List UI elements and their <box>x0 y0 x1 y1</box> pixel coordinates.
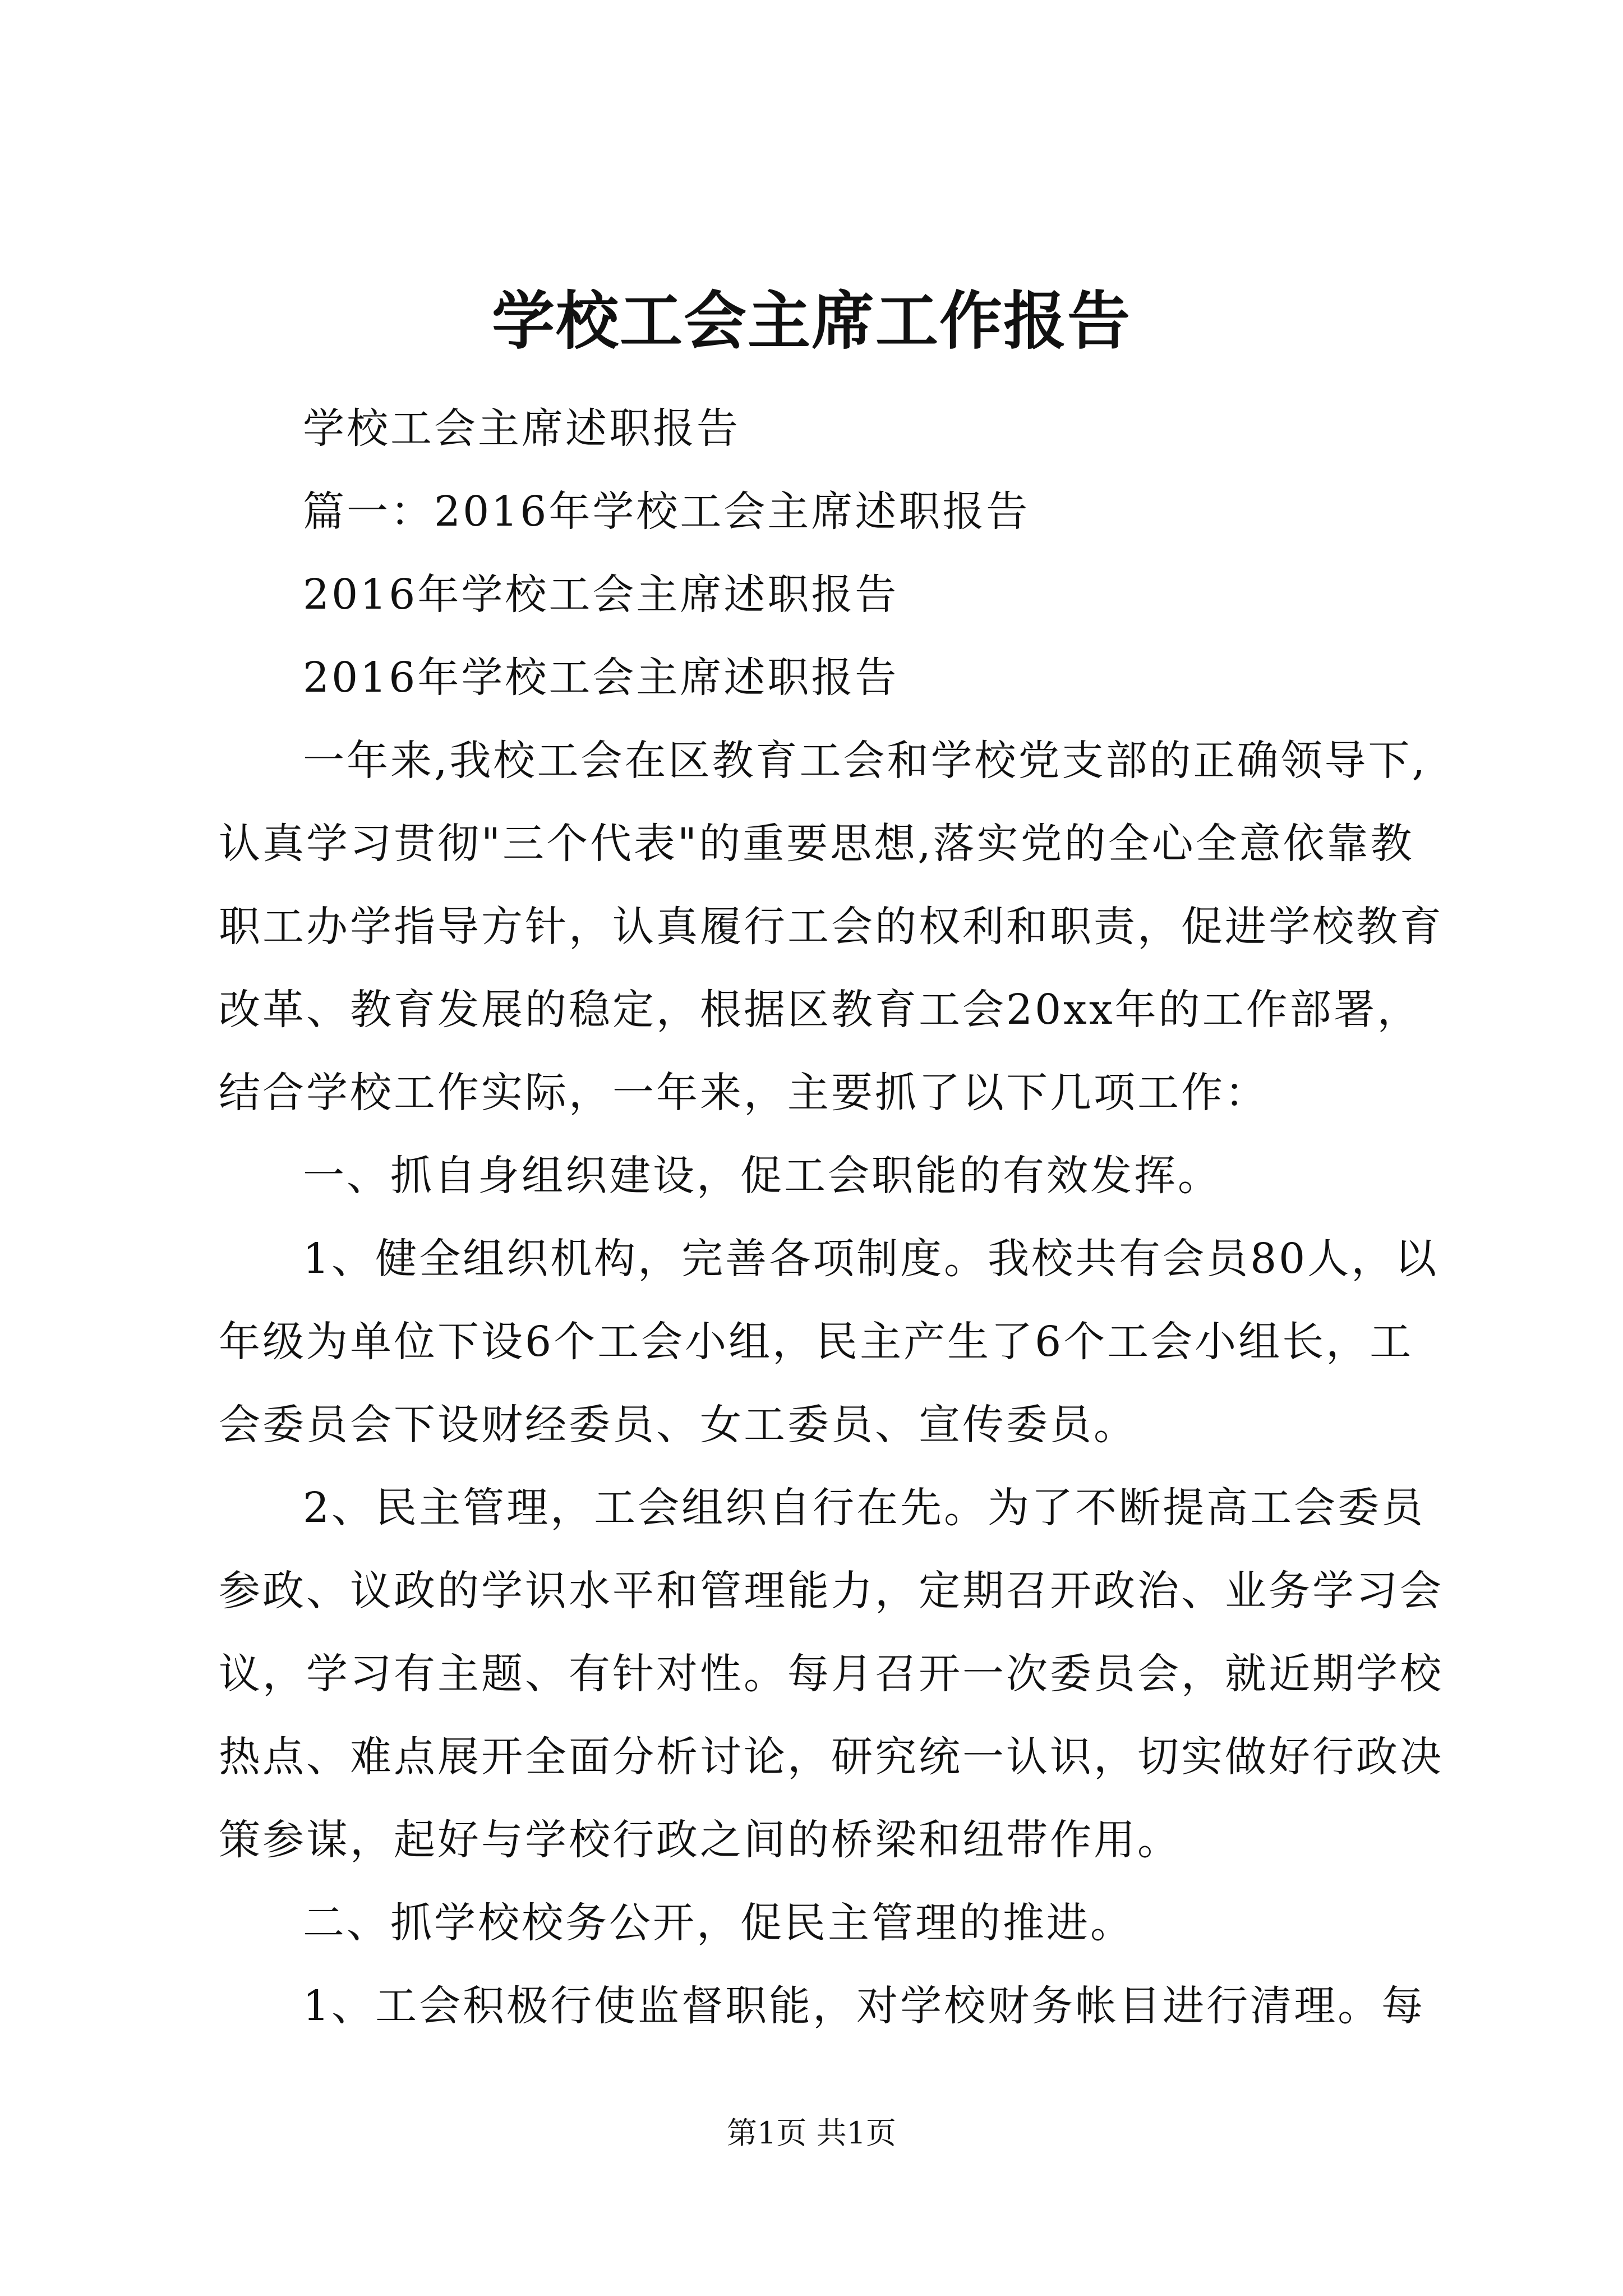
document-body <box>219 387 1444 2047</box>
document-title: 学校工会主席工作报告 <box>492 284 1131 358</box>
body-line: 参政、议政的学识水平和管理能力，定期召开政治、业务学习会 <box>219 1567 1444 1615</box>
body-line: 年级为单位下设6个工会小组，民主产生了6个工会小组长，工 <box>219 1318 1414 1366</box>
body-line: 1、工会积极行使监督职能，对学校财务帐目进行清理。每 <box>303 1982 1426 2030</box>
body-line: 2016年学校工会主席述职报告 <box>303 570 899 619</box>
body-line: 会委员会下设财经委员、女工委员、宣传委员。 <box>219 1401 1137 1449</box>
body-line: 篇一：2016年学校工会主席述职报告 <box>303 487 1030 536</box>
body-line: 职工办学指导方针，认真履行工会的权利和职责，促进学校教育 <box>219 903 1444 951</box>
body-line: 1、健全组织机构，完善各项制度。我校共有会员80人，以 <box>303 1235 1439 1283</box>
body-line: 2、民主管理，工会组织自行在先。为了不断提高工会委员 <box>303 1484 1426 1532</box>
body-line: 2016年学校工会主席述职报告 <box>303 654 899 702</box>
body-line: 结合学校工作实际，一年来，主要抓了以下几项工作： <box>219 1069 1269 1117</box>
body-line: 策参谋，起好与学校行政之间的桥梁和纽带作用。 <box>219 1816 1181 1864</box>
page-footer: 第1页 共1页 <box>727 2115 896 2151</box>
body-line: 学校工会主席述职报告 <box>303 404 740 453</box>
body-line: 认真学习贯彻"三个代表"的重要思想,落实党的全心全意依靠教 <box>219 820 1414 868</box>
body-line: 改革、教育发展的稳定，根据区教育工会20xx年的工作部署， <box>219 986 1421 1034</box>
body-line: 二、抓学校校务公开，促民主管理的推进。 <box>303 1899 1134 1947</box>
body-line: 热点、难点展开全面分析讨论，研究统一认识，切实做好行政决 <box>219 1733 1444 1781</box>
body-line: 一年来,我校工会在区教育工会和学校党支部的正确领导下, <box>303 737 1428 785</box>
body-line: 议，学习有主题、有针对性。每月召开一次委员会，就近期学校 <box>219 1650 1444 1698</box>
body-line: 一、抓自身组织建设，促工会职能的有效发挥。 <box>303 1152 1221 1200</box>
